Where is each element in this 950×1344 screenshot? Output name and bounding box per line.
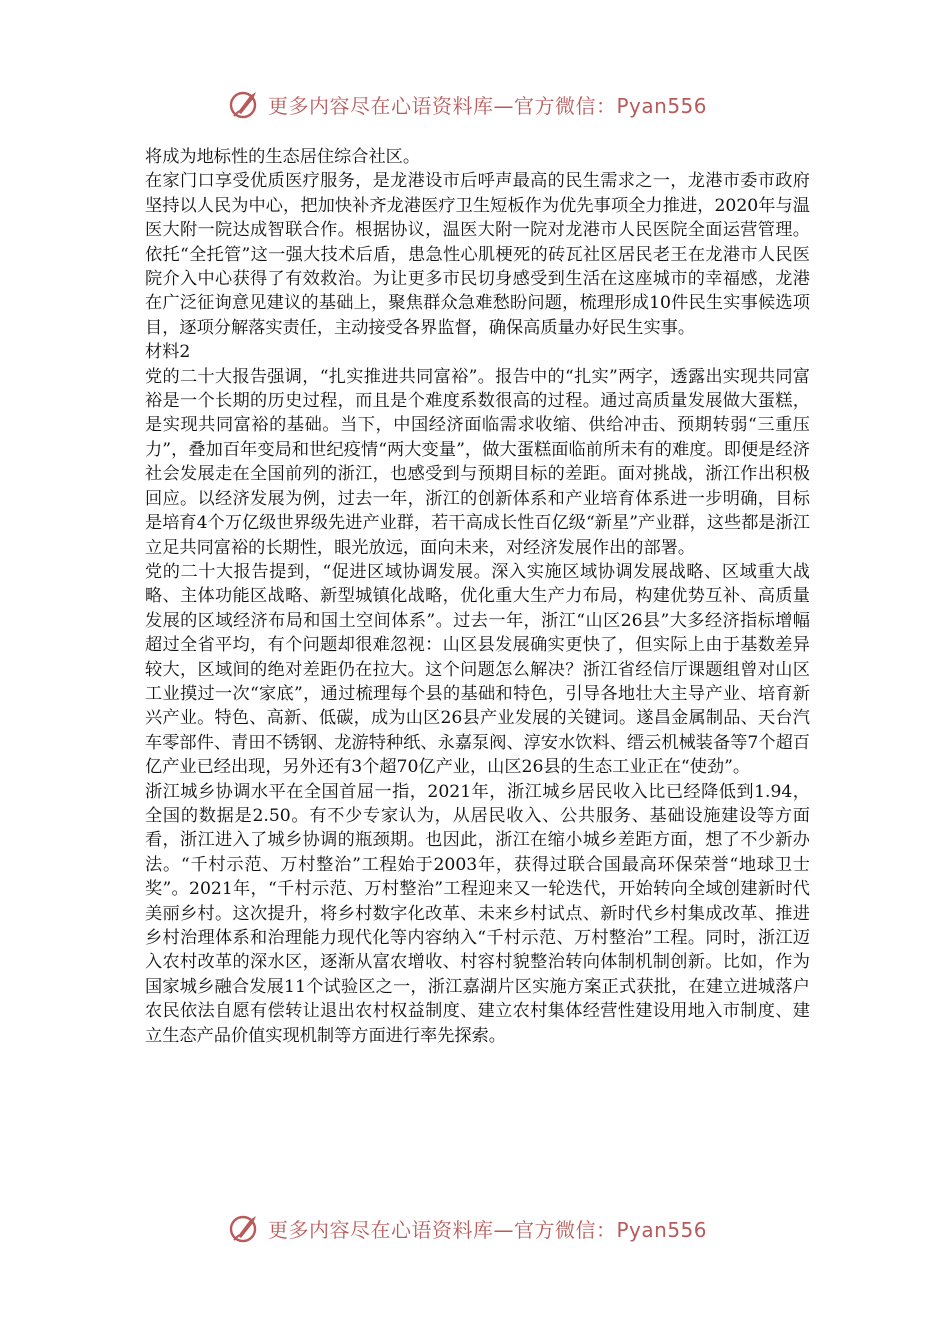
footer-watermark bbox=[228, 1210, 748, 1246]
paragraph-5: 浙江城乡协调水平在全国首屈一指，2021年，浙江城乡居民收入比已经降低到1.94，全国的数据是2.50。有不少专家认为，从居民收入、公共服务、基础设施建设等方面看，浙江进入了城乡协调的瓶颈期。也因此，浙江在缩小城乡差距方面，想了不少新办法。“千村示范、万村整治”工程始于2003年，获得过联合国最高环保荣誉“地球卫士奖”。2021年，“千村示范、万村整治”工程迎来又一轮迭代，开始转向全域创建新时代美丽乡村。这次提升，将乡村数字化改革、未来乡村试点、新时代乡村集成改革、推进乡村治理体系和治理能力现代化等内容纳入“千村示范、万村整治”工程。同时，浙江迈入农村改革的深水区，逐渐从富农增收、村容村貌整治转向体制机制创新。比如，作为国家城乡融合发展11个试验区之一，浙江嘉湖片区实施方案正式获批，在建立进城落户农民依法自愿有偿转让退出农村权益制度、建立农村集体经营性建设用地入市制度、建立生态产品价值实现机制等方面进行率先探索。 bbox=[145, 781, 810, 1046]
document-body bbox=[145, 145, 810, 1048]
paragraph-1: 将成为地标性的生态居住综合社区。 bbox=[145, 147, 421, 167]
paragraph-3: 党的二十大报告强调，“扎实推进共同富裕”。报告中的“扎实”两字，透露出实现共同富裕是一个长期的历史过程，而且是个难度系数很高的过程。通过高质量发展做大蛋糕，是实现共同富裕的基础。当下，中国经济面临需求收缩、供给冲击、预期转弱“三重压力”，叠加百年变局和世纪疫情“两大变量”，做大蛋糕面临前所未有的难度。即便是经济社会发展走在全国前列的浙江，也感受到与预期目标的差距。面对挑战，浙江作出积极回应。以经济发展为例，过去一年，浙江的创新体系和产业培育体系进一步明确，目标是培育4个万亿级世界级先进产业群，若干高成长性百亿级“新星”产业群，这些都是浙江立足共同富裕的长期性，眼光放远，面向未来，对经济发展作出的部署。 bbox=[145, 366, 810, 558]
watermark-text: 更多内容尽在心语资料库—官方微信：Pyan556 bbox=[268, 1217, 708, 1242]
paragraph-2: 在家门口享受优质医疗服务，是龙港设市后呼声最高的民生需求之一，龙港市委市政府坚持以人民为中心，把加快补齐龙港医疗卫生短板作为优先事项全力推进，2020年与温医大附一院达成智联合作。根据协议，温医大附一院对龙港市人民医院全面运营管理。依托“全托管”这一强大技术后盾，患急性心肌梗死的砖瓦社区居民老王在龙港市人民医院介入中心获得了有效救治。为让更多市民切身感受到生活在这座城市的幸福感，龙港在广泛征询意见建议的基础上，聚焦群众急难愁盼问题，梳理形成10件民生实事候选项目，逐项分解落实责任，主动接受各界监督，确保高质量办好民生实事。 bbox=[145, 171, 810, 338]
header-watermark bbox=[228, 86, 748, 122]
pen-nib-circle-icon bbox=[228, 87, 262, 121]
watermark-text: 更多内容尽在心语资料库—官方微信：Pyan556 bbox=[268, 93, 708, 118]
paragraph-4: 党的二十大报告提到，“促进区域协调发展。深入实施区域协调发展战略、区域重大战略、主体功能区战略、新型城镇化战略，优化重大生产力布局，构建优势互补、高质量发展的区域经济布局和国土空间体系”。过去一年，浙江“山区26县”大多经济指标增幅超过全省平均，有个问题却很难忽视：山区县发展确实更快了，但实际上由于基数差异较大，区域间的绝对差距仍在拉大。这个问题怎么解决？浙江省经信厅课题组曾对山区工业摸过一次“家底”，通过梳理每个县的基础和特色，引导各地壮大主导产业、培育新兴产业。特色、高新、低碳，成为山区26县产业发展的关键词。遂昌金属制品、天台汽车零部件、青田不锈钢、龙游特种纸、永嘉泵阀、淳安水饮料、缙云机械装备等7个超百亿产业已经出现，另外还有3个超70亿产业，山区26县的生态工业正在“使劲”。 bbox=[145, 561, 810, 778]
section-heading-material-2: 材料2 bbox=[145, 342, 191, 363]
pen-nib-circle-icon bbox=[228, 1211, 262, 1245]
